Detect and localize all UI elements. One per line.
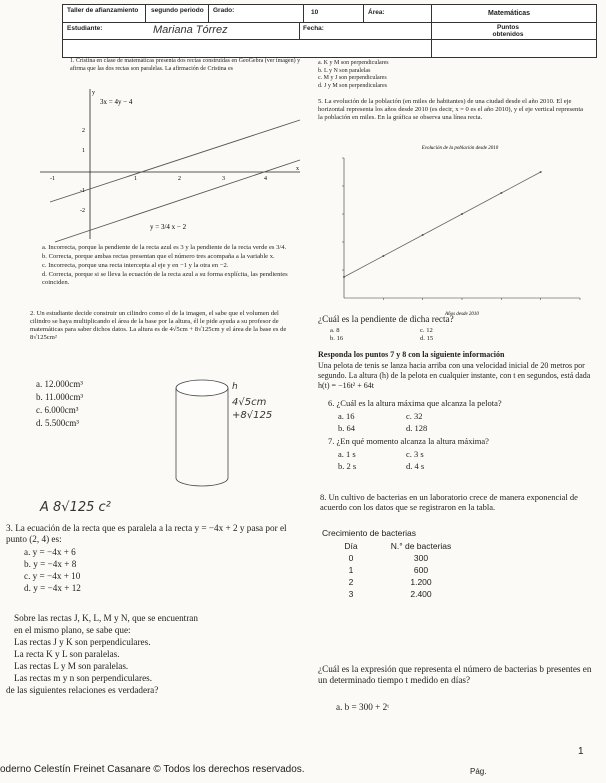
q2-handwritten-work: A 8√125 c² <box>40 500 111 515</box>
tick-x: 4 <box>264 176 267 182</box>
q4-option-d[interactable]: d. J y M son perpendiculares <box>318 82 387 89</box>
header-box <box>62 4 597 58</box>
tick-y: 2 <box>82 128 85 134</box>
q2-text: 2. Un estudiante decide construir un cilindro como el de la imagen, el sabe que el volumen del cilindro se haya multiplicando el área de la base por la altura, él le pide ayuda a su profesor de matemáticas para saber dichos datos. La altura es de 4√5cm + 8√125cm y el área de la base es de 8√125cm² <box>30 310 287 341</box>
area-value: Matemáticas <box>488 10 531 17</box>
y-axis-label: y <box>92 90 95 96</box>
blue-line <box>50 120 300 202</box>
table-row: 0 300 <box>348 553 429 563</box>
table-row: 2 1.200 <box>348 577 432 587</box>
q5-question: ¿Cuál es la pendiente de dicha recta? <box>318 314 454 324</box>
green-equation: y = 3/4 x − 2 <box>150 223 187 231</box>
q4-option-c[interactable]: c. M y J son perpendiculares <box>318 75 387 81</box>
page-number: 1 <box>578 746 584 757</box>
chart-point <box>540 171 542 173</box>
chart-line-segment <box>344 256 383 277</box>
segundo-label: segundo periodo <box>151 7 204 14</box>
q5-option-a[interactable]: a. 8 <box>330 327 340 334</box>
x-axis-label: x <box>296 166 299 172</box>
info-title: Responda los puntos 7 y 8 con la siguiente información <box>318 350 505 359</box>
q5-option-d[interactable]: d. 15 <box>420 335 434 342</box>
q1-options <box>42 244 292 287</box>
chart-line-segment <box>501 172 540 193</box>
grado-value: 10 <box>311 9 319 16</box>
estudiante-label: Estudiante: <box>67 25 103 32</box>
q5-option-c[interactable]: c. 12 <box>420 327 433 334</box>
cylinder-image <box>172 378 232 493</box>
table-header-bacterias: N.° de bacterias <box>390 541 452 551</box>
q6-option-a[interactable]: a. 16 <box>338 411 355 421</box>
q2-option-a[interactable]: a. 12.000cm³ <box>36 379 83 389</box>
info-text: Una pelota de tenis se lanza hacia arriba con una velocidad inicial de 20 metros por segundo. La altura (h) de la pelota en cualquier instante, con t en segundos, está dada h(t) = −16t² + 64t <box>318 361 591 390</box>
estudiante-name: Mariana Tórrez <box>153 24 228 36</box>
fecha-label: Fecha: <box>303 25 324 32</box>
q4-line: Las rectas L y M son paralelas. <box>14 661 129 671</box>
chart-line-segment <box>423 214 462 235</box>
q4-statements <box>6 612 304 696</box>
q6-option-d[interactable]: d. 128 <box>406 423 428 433</box>
q4-line: en el mismo plano, se sabe que: <box>14 625 131 635</box>
area-label: Área: <box>368 9 385 16</box>
q4-option-b[interactable]: b. L y N son paralelas <box>318 67 371 74</box>
chart-line-segment <box>462 193 501 214</box>
q3-option-c[interactable]: c. y = −4x + 10 <box>24 571 81 581</box>
q6-option-c[interactable]: c. 32 <box>406 411 423 421</box>
q8-text: 8. Un cultivo de bacterias en un laboratorio crece de manera exponencial de acuerdo con los datos que se registraron en la tabla. <box>320 492 578 512</box>
population-chart <box>330 140 590 320</box>
cylinder-note-1: 4√5cm <box>232 397 267 408</box>
q5-text: 5. La evolución de la población (en miles de habitantes) de una ciudad desde el año 2010. El eje horizontal representa los años desde 2010 (es decir, x = 0 es el año 2010), y el eje vertical representa la población en miles. En la gráfica se observa una línea recta. <box>318 98 584 121</box>
q4-line: Las rectas J y K son perpendiculares. <box>14 637 151 647</box>
q3-options <box>24 546 81 594</box>
q5-option-b[interactable]: b. 16 <box>330 335 344 342</box>
q4-line: de las siguientes relaciones es verdadera? <box>6 685 159 695</box>
q8-question: ¿Cuál es la expresión que representa el número de bacterias b presentes en un determinado tiempo t medido en días? <box>318 664 592 685</box>
q4-line: Las rectas m y n son perpendiculares. <box>14 673 153 683</box>
q2-options <box>36 378 156 430</box>
tick-x: -1 <box>50 176 55 182</box>
q3-option-b[interactable]: b. y = −4x + 8 <box>24 559 77 569</box>
grado-label: Grado: <box>213 7 235 14</box>
cylinder-note-2: +8√125 <box>232 410 273 421</box>
chart-line-segment <box>383 235 422 256</box>
q3-option-a[interactable]: a. y = −4x + 6 <box>24 547 76 557</box>
tick-x: 1 <box>134 176 137 182</box>
q6-options <box>338 410 538 434</box>
q7-option-b[interactable]: b. 2 s <box>338 461 357 471</box>
chart-point <box>422 234 424 236</box>
chart-point <box>500 192 502 194</box>
q3-option-d[interactable]: d. y = −4x + 12 <box>24 583 81 593</box>
chart-x-label: Años desde 2010 <box>445 312 479 317</box>
footer-page-label: Pág. <box>470 767 487 776</box>
chart-point <box>343 276 345 278</box>
q7-text: 7. ¿En qué momento alcanza la altura máxima? <box>328 436 489 446</box>
q7-options <box>338 448 538 472</box>
footer-copyright: oderno Celestín Freinet Casanare © Todos los derechos reservados. <box>0 764 305 775</box>
blue-equation: 3x = 4y − 4 <box>100 98 133 106</box>
tick-x: 2 <box>178 176 181 182</box>
puntos-label: Puntos obtenidos <box>492 24 524 38</box>
q7-option-a[interactable]: a. 1 s <box>338 449 356 459</box>
q1-option-d[interactable]: d. Correcta, porque si se lleva la ecuación de la recta azul a su forma explícita, las pendientes coinciden. <box>42 271 288 286</box>
chart-point <box>461 213 463 215</box>
cylinder-note-h: h <box>232 382 238 392</box>
q1-intro: 1. Cristina en clase de matemáticas presenta dos rectas construidas en GeoGebra (ver imagen) y afirma que las dos rectas son paralelas. La afirmación de Cristina es <box>70 58 301 72</box>
table-title: Crecimiento de bacterias <box>322 528 417 538</box>
q5-options <box>330 327 530 343</box>
q4-line: Sobre las rectas J, K, L, M y N, que se encuentran <box>14 613 198 623</box>
q4-line: La recta K y L son paralelas. <box>14 649 120 659</box>
tick-x: 3 <box>222 176 225 182</box>
tick-y: 1 <box>82 148 85 154</box>
q8-option-a[interactable]: a. b = 300 + 2ᵗ <box>336 702 389 712</box>
q3-text: 3. La ecuación de la recta que es paralela a la recta y = −4x + 2 y pasa por el punto (2, 4) es: <box>6 523 287 544</box>
tick-y: -2 <box>80 208 85 214</box>
table-header-dia: Día <box>344 541 358 551</box>
chart-title: Evolución de la población desde 2010 <box>421 146 499 151</box>
q7-option-c[interactable]: c. 3 s <box>406 449 424 459</box>
q2-option-c[interactable]: c. 6.000cm³ <box>36 405 79 415</box>
table-row: 3 2.400 <box>348 589 432 599</box>
q6-text: 6. ¿Cuál es la altura máxima que alcanza la pelota? <box>328 398 502 408</box>
chart-point <box>382 255 384 257</box>
q1-option-b[interactable]: b. Correcta, porque ambas rectas presentan que el número tres acompaña a la variable x. <box>42 253 275 260</box>
q4-option-a[interactable]: a. K y M son perpendiculares <box>318 60 389 66</box>
q2-option-d[interactable]: d. 5.500cm³ <box>36 418 79 428</box>
q1-graph <box>30 84 310 244</box>
q7-option-d[interactable]: d. 4 s <box>406 461 425 471</box>
q1-option-c[interactable]: c. Incorrecta, porque una recta intercepta al eje y en −1 y la otra en −2. <box>42 262 229 269</box>
q2-option-b[interactable]: b. 11.000cm³ <box>36 392 84 402</box>
q6-option-b[interactable]: b. 64 <box>338 423 355 433</box>
q4-options <box>318 60 593 90</box>
table-row: 1 600 <box>348 565 429 575</box>
bacteria-table <box>322 528 472 600</box>
taller-label: Taller de afianzamiento <box>67 7 139 14</box>
q1-option-a[interactable]: a. Incorrecta, porque la pendiente de la recta azul es 3 y la pendiente de la recta verde es 3/4. <box>42 244 287 251</box>
tick-y: -1 <box>80 188 85 194</box>
